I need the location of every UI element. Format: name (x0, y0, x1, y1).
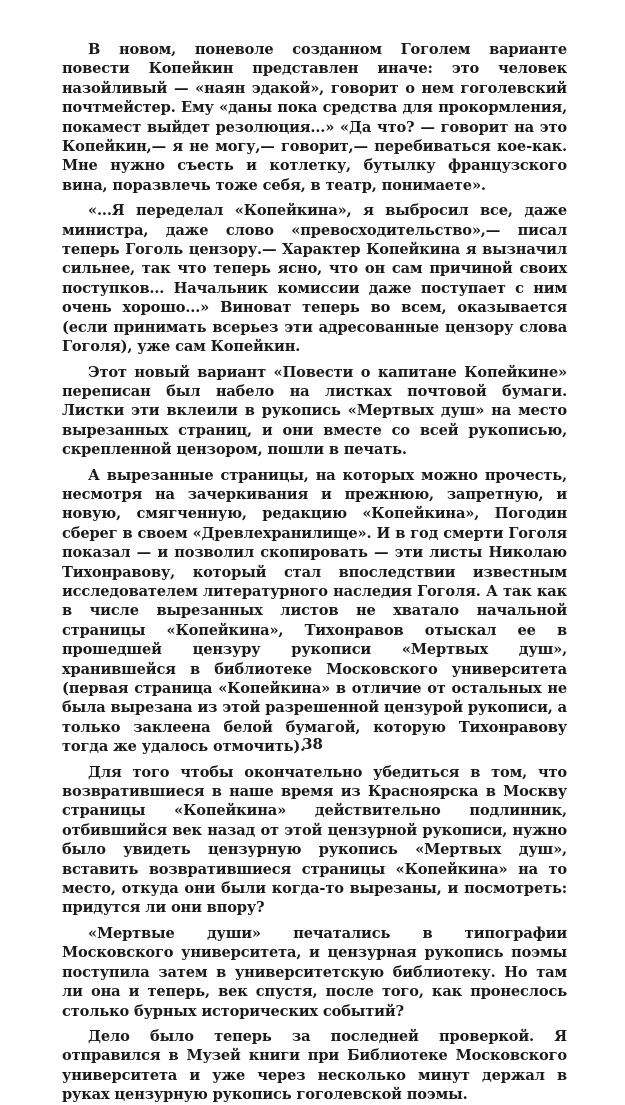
page-number: 38 (302, 735, 323, 753)
paragraph-2: «...Я переделал «Копейкина», я выбросил все, даже министра, даже слово «превосходительство»,— писал теперь Гоголь цензору.— Характер Копейкина я вызначил сильнее, так что теперь ясно, что он сам причиной своих поступков... Начальник комиссии даже поступает с ним очень хорошо...» Виноват теперь во всем, оказывается (если принимать всерьез эти адресованные цензору слова Гоголя), уже сам Копейкин. (62, 202, 567, 356)
body-text (62, 40, 567, 1105)
paragraph-5: Для того чтобы окончательно убедиться в том, что возвратившиеся в наше время из Красноярска в Москву страницы «Копейкина» действительно подлинник, отбившийся век назад от этой цензурной рукописи, нужно было увидеть цензурную рукопись «Мертвых душ», вставить возвратившиеся страницы «Копейкина» на то место, откуда они были когда-то вырезаны, и посмотреть: придутся ли они впору? (62, 763, 567, 917)
paragraph-3: Этот новый вариант «Повести о капитане Копейкине» переписан был набело на листках почтовой бумаги. Листки эти вклеили в рукопись «Мертвых душ» на место вырезанных страниц, и они вместе со всей рукописью, скрепленной цензором, пошли в печать. (62, 363, 567, 459)
paragraph-1: В новом, поневоле созданном Гоголем варианте повести Копейкин представлен иначе: это человек назойливый — «наян эдакой», говорит о нем гоголевский почтмейстер. Ему «даны пока средства для прокормления, покамест выйдет резолюция...» «Да что? — говорит на это Копейкин,— я не могу,— говорит,— перебиваться кое-как. Мне нужно съесть и котлетку, бутылку французского вина, поразвлечь тоже себя, в театр, понимаете». (62, 41, 567, 194)
paragraph-7: Дело было теперь за последней проверкой. Я отправился в Музей книги при Библиотеке Московского университета и уже через несколько минут держал в руках цензурную рукопись гоголевской поэмы. (62, 1027, 567, 1104)
paragraph-6: «Мертвые души» печатались в типографии Московского университета, и цензурная рукопись поэмы поступила затем в университетскую библиотеку. Но там ли она и теперь, век спустя, после того, как пронеслось столько бурных исторических событий? (62, 924, 567, 1020)
paragraph-4: А вырезанные страницы, на которых можно прочесть, несмотря на зачеркивания и прежнюю, запретную, и новую, смягченную, редакцию «Копейкина», Погодин сберег в своем «Древлехранилище». И в год смерти Гоголя показал — и позволил скопировать — эти листы Николаю Тихонравову, который стал впоследствии известным исследователем литературного наследия Гоголя. А так как в числе вырезанных листов не хватало начальной страницы «Копейкина», Тихонравов отыскал ее в прошедшей цензуру рукописи «Мертвых душ», хранившейся в библиотеке Московского университета (первая страница «Копейкина» в отличие от остальных не была вырезана из этой разрешенной цензурой рукописи, а только заклеена белой бумагой, которую Тихонравову тогда же удалось отмочить). (62, 466, 567, 756)
